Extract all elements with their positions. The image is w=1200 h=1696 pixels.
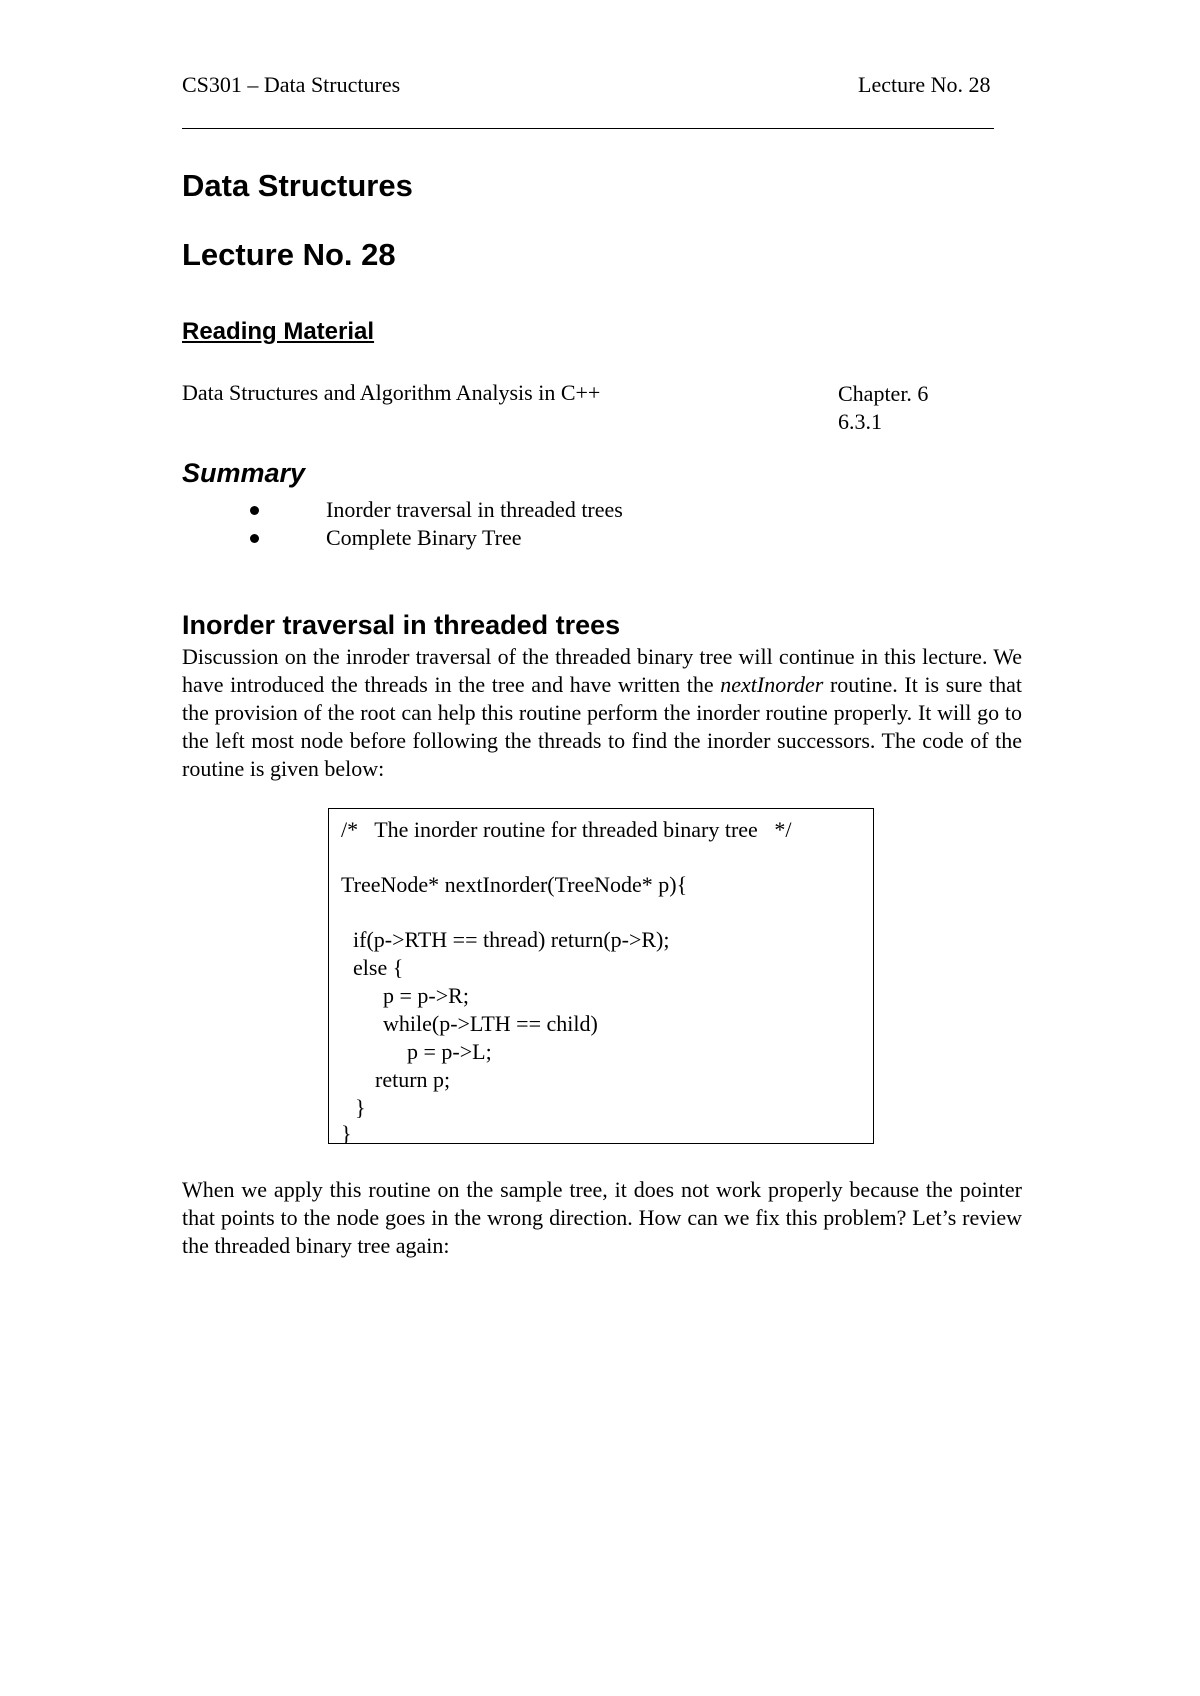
code-line: } (341, 1121, 352, 1146)
paragraph-text: Discussion on the inroder traversal of the threaded binary tree will continue in this lecture. We have introduced the threads in the tree and have written the (182, 644, 1022, 697)
paragraph-text: routine. It is sure that the provision of the root can help this routine perform the inorder routine properly. It will go to the left most node before following the threads to find the inorder successors. The code of the routine is given below: (182, 672, 1022, 781)
summary-item-text: Inorder traversal in threaded trees (326, 497, 623, 522)
bullet-icon (250, 506, 259, 515)
header-rule (182, 128, 994, 129)
summary-list (250, 496, 623, 552)
code-line: return p; (375, 1067, 451, 1092)
code-box (328, 808, 874, 1144)
code-line: else { (353, 955, 404, 980)
summary-item (250, 524, 623, 552)
code-line: if(p->RTH == thread) return(p->R); (353, 927, 670, 952)
section-heading: Inorder traversal in threaded trees (182, 610, 621, 640)
page-title: Data Structures (182, 168, 413, 203)
code-line: /* The inorder routine for threaded binary tree */ (341, 817, 792, 842)
bullet-icon (250, 534, 259, 543)
reading-material-heading: Reading Material (182, 318, 375, 345)
section-paragraph-2: When we apply this routine on the sample tree, it does not work properly because the pointer that points to the node goes in the wrong direction. How can we fix this problem? Let’s review the threaded binary tree again: (182, 1177, 1022, 1258)
code-line: TreeNode* nextInorder(TreeNode* p){ (341, 872, 688, 897)
header-lecture: Lecture No. 28 (858, 72, 991, 97)
code-line: p = p->L; (407, 1039, 492, 1064)
header-course: CS301 – Data Structures (182, 72, 401, 97)
function-name-italic: nextInorder (720, 672, 824, 697)
reading-section-number: 6.3.1 (838, 409, 882, 434)
summary-heading: Summary (182, 458, 306, 488)
reading-chapter: Chapter. 6 (838, 381, 929, 406)
lecture-title: Lecture No. 28 (182, 237, 396, 272)
summary-item-text: Complete Binary Tree (326, 525, 522, 550)
code-line: } (355, 1095, 366, 1120)
summary-item (250, 496, 623, 524)
reading-book: Data Structures and Algorithm Analysis in C++ (182, 380, 601, 405)
reading-chapter-block (838, 380, 928, 436)
section-paragraph-1 (182, 643, 1022, 783)
code-line: while(p->LTH == child) (383, 1011, 598, 1036)
code-line: p = p->R; (383, 983, 469, 1008)
